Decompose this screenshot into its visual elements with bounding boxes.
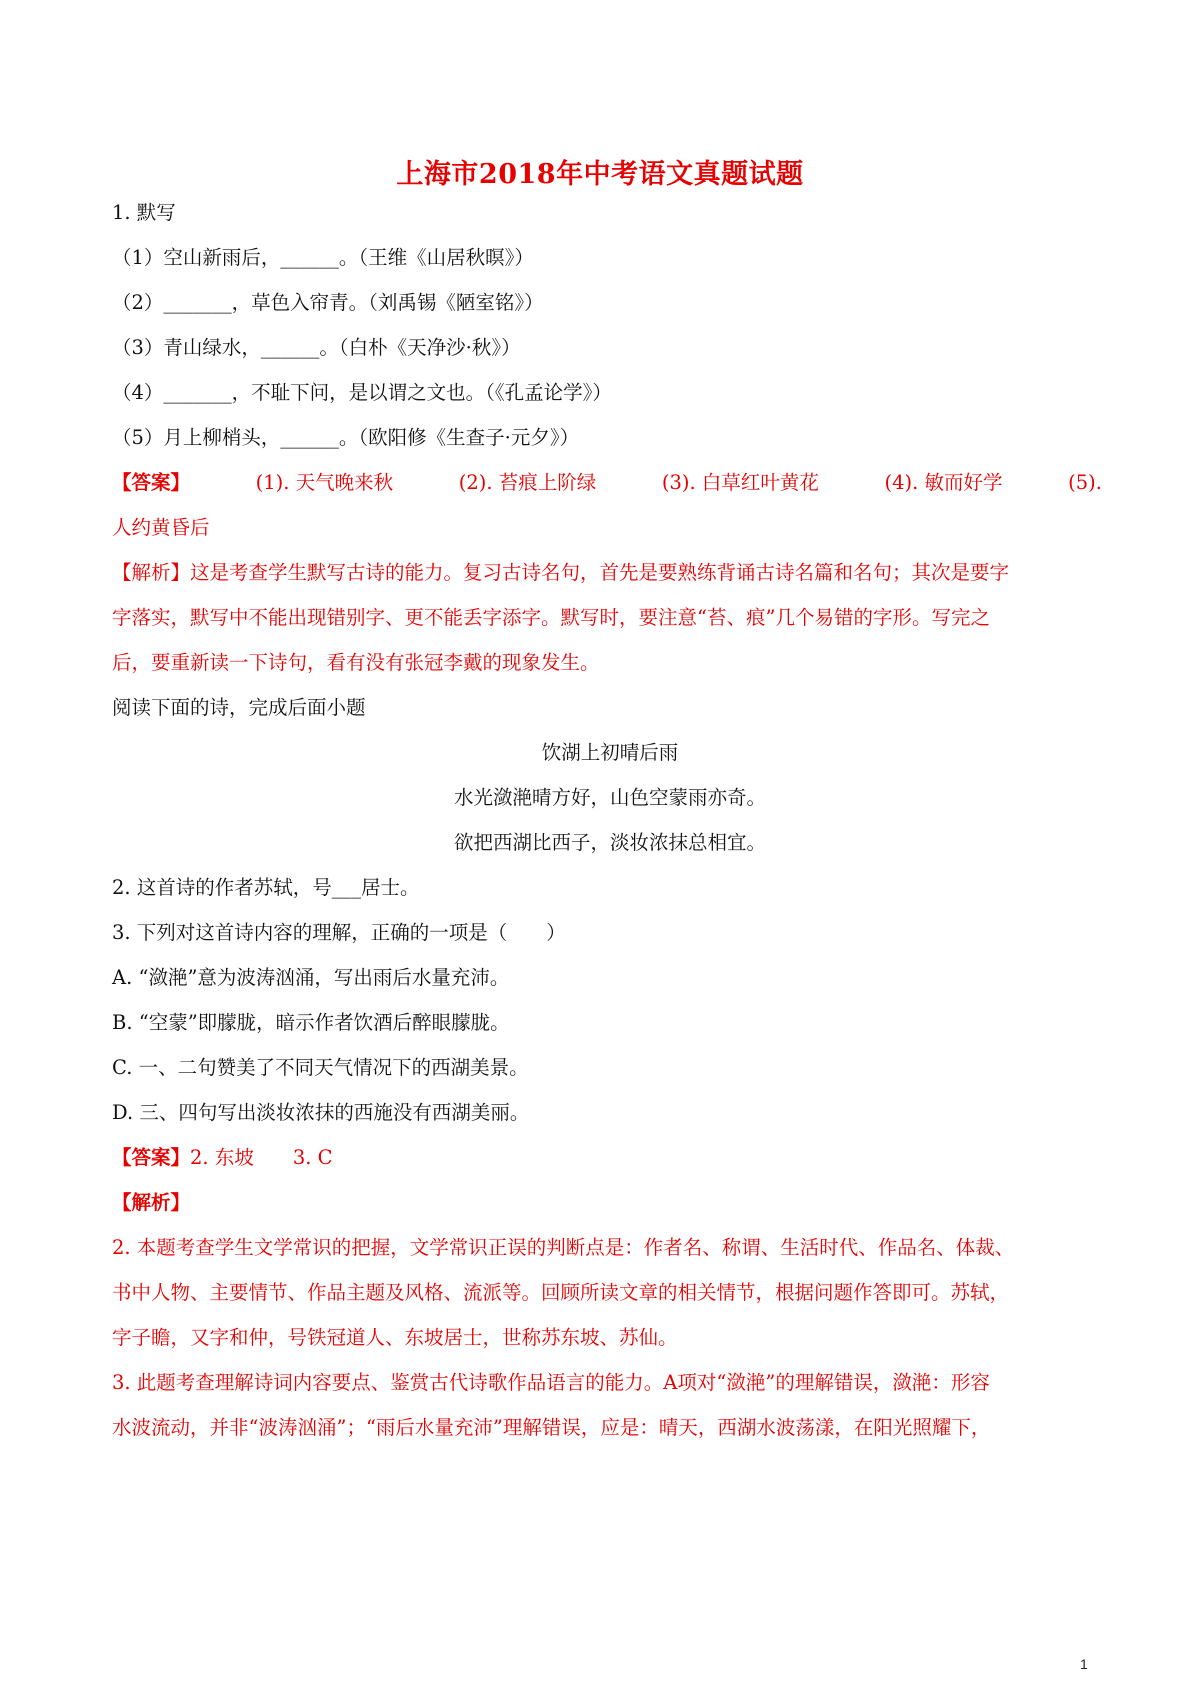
q1-answer-row	[112, 470, 1102, 496]
q3-analysis-line-2: 水波流动，并非“波涛汹涌”；“雨后水量充沛”理解错误，应是：晴天，西湖水波荡漾，在阳光照耀下，	[112, 1416, 991, 1439]
answer-label: 【答案】	[112, 471, 191, 494]
question-2: 2. 这首诗的作者苏轼，号___居士。	[112, 876, 420, 899]
answer-3: (3). 白草红叶黄花	[661, 471, 819, 494]
q3-option-a: A. “潋滟”意为波涛汹涌，写出雨后水量充沛。	[112, 966, 510, 989]
q2-analysis-line-3: 字子瞻，又字和仲，号铁冠道人、东坡居士，世称苏东坡、苏仙。	[112, 1326, 678, 1349]
answer-2-3-text: 2. 东坡 3. C	[190, 1146, 333, 1169]
q1-item-3: （3）青山绿水，______。（白朴《天净沙·秋》）	[112, 336, 521, 359]
q1-analysis-line-1: 【解析】这是考查学生默写古诗的能力。复习古诗名句，首先是要熟练背诵古诗名篇和名句；其次是要字	[112, 561, 1010, 584]
q1-item-1: （1）空山新雨后，______。（王维《山居秋暝》）	[112, 246, 534, 269]
poem-title: 饮湖上初晴后雨	[541, 741, 679, 764]
poem-line-2: 欲把西湖比西子，淡妆浓抹总相宜。	[453, 831, 766, 854]
poem-line-1: 水光潋滟晴方好，山色空蒙雨亦奇。	[453, 786, 766, 809]
answer-1: (1). 天气晚来秋	[255, 471, 394, 494]
q1-item-4: （4）_______，不耻下问，是以谓之文也。（《孔孟论学》）	[112, 381, 612, 404]
q1-item-5: （5）月上柳梢头，______。（欧阳修《生查子·元夕》）	[112, 426, 580, 449]
page-number: 1	[1080, 1656, 1088, 1672]
answer-2-3-row	[112, 1145, 1112, 1171]
q3-analysis-line-1: 3. 此题考查理解诗词内容要点、鉴赏古代诗歌作品语言的能力。A项对“潋滟”的理解错误，潋滟：形容	[112, 1371, 990, 1394]
question-1-heading: 1. 默写	[112, 201, 176, 224]
question-3-stem: 3. 下列对这首诗内容的理解，正确的一项是（ ）	[112, 921, 566, 944]
q3-option-d: D. 三、四句写出淡妆浓抹的西施没有西湖美丽。	[112, 1101, 530, 1124]
q2-analysis-line-1: 2. 本题考查学生文学常识的把握，文学常识正误的判断点是：作者名、称谓、生活时代、作品名、体裁、	[112, 1236, 1015, 1259]
q2-analysis-line-2: 书中人物、主要情节、作品主题及风格、流派等。回顾所读文章的相关情节，根据问题作答即可。苏轼，	[112, 1281, 1010, 1304]
q1-analysis-line-3: 后，要重新读一下诗句，看有没有张冠李戴的现象发生。	[112, 651, 600, 674]
answer-label: 【答案】	[112, 1146, 191, 1169]
q1-item-2: （2）_______，草色入帘青。（刘禹锡《陋室铭》）	[112, 291, 544, 314]
answer-5-continued: 人约黄昏后	[112, 516, 210, 539]
poem-intro: 阅读下面的诗，完成后面小题	[112, 696, 366, 719]
answer-2: (2). 苔痕上阶绿	[458, 471, 597, 494]
q3-option-c: C. 一、二句赞美了不同天气情况下的西湖美景。	[112, 1056, 529, 1079]
analysis-label: 【解析】	[112, 1191, 191, 1214]
q3-option-b: B. “空蒙”即朦胧，暗示作者饮酒后醉眼朦胧。	[112, 1011, 510, 1034]
page-title: 上海市2018年中考语文真题试题	[396, 159, 804, 190]
answer-4: (4). 敏而好学	[884, 471, 1003, 494]
q1-analysis-line-2: 字落实，默写中不能出现错别字、更不能丢字添字。默写时，要注意“苔、痕”几个易错的字形。写完之	[112, 606, 990, 629]
answer-5: (5).	[1068, 471, 1102, 494]
